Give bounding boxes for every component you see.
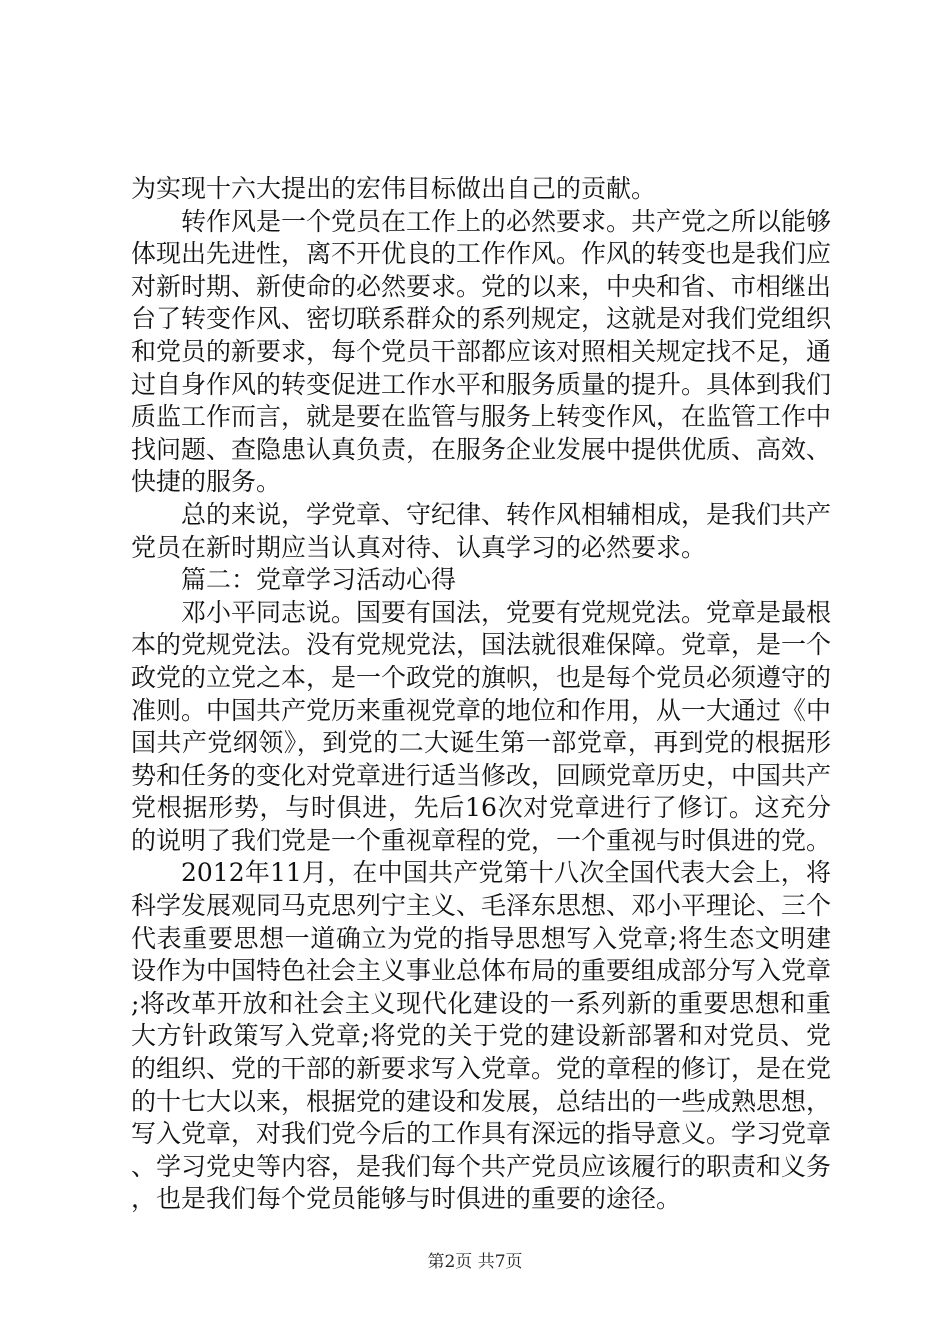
paragraph-5: 2012年11月，在中国共产党第十八次全国代表大会上，将科学发展观同马克思列宁主义、毛泽东思想、邓小平理论、三个代表重要思想一道确立为党的指导思想写入党章;将生态文明建设作为中国特色社会主义事业总体布局的重要组成部分写入党章;将改革开放和社会主义现代化建设的一系列新的重要思想和重大方针政策写入党章;将党的关于党的建设新部署和对党员、党的组织、党的干部的新要求写入党章。党的章程的修订，是在党的十七大以来，根据党的建设和发展，总结出的一些成熟思想，写入党章，对我们党今后的工作具有深远的指导意义。学习党章、学习党史等内容，是我们每个共产党员应该履行的职责和义务，也是我们每个党员能够与时俱进的重要的途径。 [131,858,832,1214]
page-number-footer: 第2页 共7页 [427,1252,523,1272]
section-heading: 篇二：党章学习活动心得 [181,565,457,595]
paragraph-3: 总的来说，学党章、守纪律、转作风相辅相成，是我们共产党员在新时期应当认真对待、认真学习的必然要求。 [131,499,832,562]
paragraph-2: 转作风是一个党员在工作上的必然要求。共产党之所以能够体现出先进性，离不开优良的工作作风。作风的转变也是我们应对新时期、新使命的必然要求。党的以来，中央和省、市相继出台了转变作风、密切联系群众的系列规定，这就是对我们党组织和党员的新要求，每个党员干部都应该对照相关规定找不足，通过自身作风的转变促进工作水平和服务质量的提升。具体到我们质监工作而言，就是要在监管与服务上转变作风，在监管工作中找问题、查隐患认真负责，在服务企业发展中提供优质、高效、快捷的服务。 [131,206,832,497]
paragraph-1: 为实现十六大提出的宏伟目标做出自己的贡献。 [131,174,657,203]
document-body [131,173,831,1216]
paragraph-4: 邓小平同志说。国要有国法，党要有党规党法。党章是最根本的党规党法。没有党规党法，国法就很难保障。党章，是一个政党的立党之本，是一个政党的旗帜，也是每个党员必须遵守的准则。中国共产党历来重视党章的地位和作用，从一大通过《中国共产党纲领》，到党的二大诞生第一部党章，再到党的根据形势和任务的变化对党章进行适当修改，回顾党章历史，中国共产党根据形势，与时俱进，先后16次对党章进行了修订。这充分的说明了我们党是一个重视章程的党，一个重视与时俱进的党。 [131,597,832,855]
